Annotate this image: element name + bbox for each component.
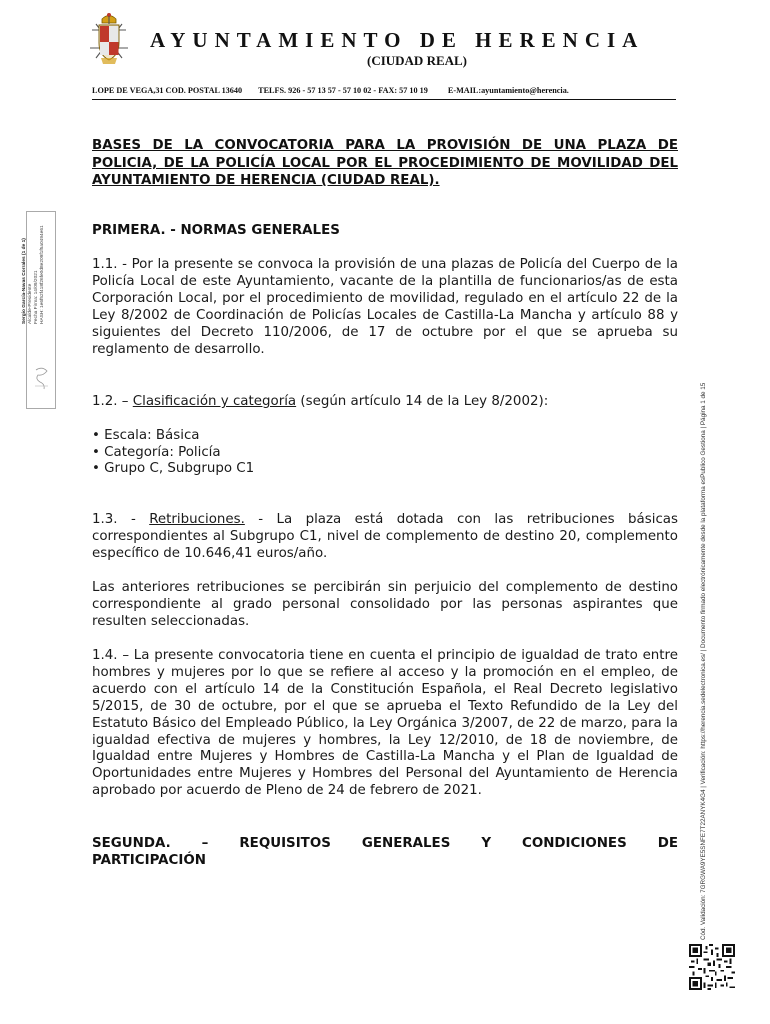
retribuciones-label: Retribuciones.: [149, 512, 245, 527]
paragraph-1-3-prefix: 1.3. -: [92, 512, 150, 527]
heading-word: DE: [657, 836, 678, 851]
organization-name: AYUNTAMIENTO DE HERENCIA: [150, 28, 645, 52]
paragraph-1-3-suffix: - La plaza está dotada con las retribuciones básicas correspondientes al Subgrupo C1, nivel de complemento de destino 20, complemento específico de 10.646,41 euros/año.: [92, 512, 678, 561]
signature-seal-icon: [32, 364, 52, 392]
list-item: • Grupo C, Subgrupo C1: [92, 461, 255, 477]
header-divider: [92, 99, 676, 100]
paragraph-retribuciones: Las anteriores retribuciones se percibirán sin perjuicio del complemento de destino correspondiente al grado personal consolidado por las personas aspirantes que resulten seleccionadas.: [92, 580, 678, 629]
paragraph-1-1: 1.1. - Por la presente se convoca la provisión de una plazas de Policía del Cuerpo de la Policía Local de este Ayuntamiento, vacante de la plantilla de funcionarios/as de esta Corporación Local, por el procedimiento de movilidad, regulado en el artículo 22 de la Ley 8/2002 de Coordinación de Policías Locales de Castilla-La Mancha y artículo 88 y siguientes del Decreto 110/2006, de 17 de octubre por el que se aprueba su reglamento de desarrollo.: [92, 257, 678, 357]
heading-word: Y: [481, 836, 492, 851]
section-heading-primera: PRIMERA. - NORMAS GENERALES: [92, 223, 340, 238]
contact-line: [92, 86, 682, 95]
validation-text: Cód. Validación: 7GRGWA9YE5SNFE7T22ANYK4G4 | Verificación: https://herencia.sedelectronica.es/ | Documento firmado electrónicamente desde la plataforma esPublico Gestiona | Página 1 de 15: [700, 382, 707, 940]
heading-word: –: [201, 836, 209, 851]
classification-list: [92, 428, 678, 478]
paragraph-1-2-suffix: (según artículo 14 de la Ley 8/2002):: [296, 394, 549, 409]
document-title: BASES DE LA CONVOCATORIA PARA LA PROVISIÓN DE UNA PLAZA DE POLICIA, DE LA POLICÍA LOCAL POR EL PROCEDIMIENTO DE MOVILIDAD DEL AYUNTAMIENTO DE HERENCIA (CIUDAD REAL).: [92, 138, 678, 188]
signer-name: Sergio García-Navas Corrales (1 de 1): [22, 238, 27, 324]
clasificacion-label: Clasificación y categoría: [132, 394, 297, 409]
paragraph-1-4: 1.4. – La presente convocatoria tiene en cuenta el principio de igualdad de trato entre hombres y mujeres por lo que se refiere al acceso y la promoción en el empleo, de acuerdo con el artículo 14 de la Constitución Española, el Real Decreto legislativo 5/2015, de 30 de octubre, por el que se aprueba el Texto Refundido de la Ley del Estatuto Básico del Empleado Público, la Ley Orgánica 3/2007, de 22 de marzo, para la igualdad efectiva de mujeres y hombres, la Ley 12/2010, de 18 de noviembre, de Igualdad entre Mujeres y Hombres de Castilla-La Mancha y el Plan de Igualdad de Oportunidades entre Mujeres y Hombres del Personal del Ayuntamiento de Herencia aprobado por acuerdo de Pleno de 24 de febrero de 2021.: [92, 648, 678, 799]
paragraph-1-3: [92, 512, 678, 563]
heading-word: REQUISITOS: [239, 836, 331, 851]
section-heading-segunda: [92, 836, 678, 870]
list-item: • Categoría: Policía: [92, 444, 221, 460]
email: E-MAIL:ayuntamiento@herencia.: [447, 86, 569, 95]
list-item: • Escala: Básica: [92, 428, 200, 443]
phones: TELFS. 926 - 57 13 57 - 57 10 02 - FAX: 57 10 19: [258, 86, 428, 95]
heading-word: SEGUNDA.: [92, 836, 171, 851]
paragraph-1-2: [92, 394, 678, 411]
signature-date: Fecha Firma: 14/09/2021: [34, 270, 39, 324]
coat-of-arms-icon: [86, 10, 132, 68]
heading-word: CONDICIONES: [522, 836, 627, 851]
section-heading-line-1: [92, 836, 678, 853]
paragraph-1-2-prefix: 1.2. –: [92, 394, 133, 409]
signature-text: [22, 204, 46, 324]
section-heading-line-2: PARTICIPACIÓN: [92, 852, 206, 868]
heading-word: GENERALES: [361, 836, 451, 851]
organization-subtitle: (CIUDAD REAL): [366, 53, 468, 68]
qr-code-icon[interactable]: [689, 944, 735, 990]
signature-hash: HASH: 1e6f52f418f26fe0d8e209f1f5a0494e61: [40, 225, 45, 324]
address: LOPE DE VEGA,31 COD. POSTAL 13640: [92, 86, 243, 95]
signer-role: Alcalde-Presidente: [28, 283, 33, 324]
